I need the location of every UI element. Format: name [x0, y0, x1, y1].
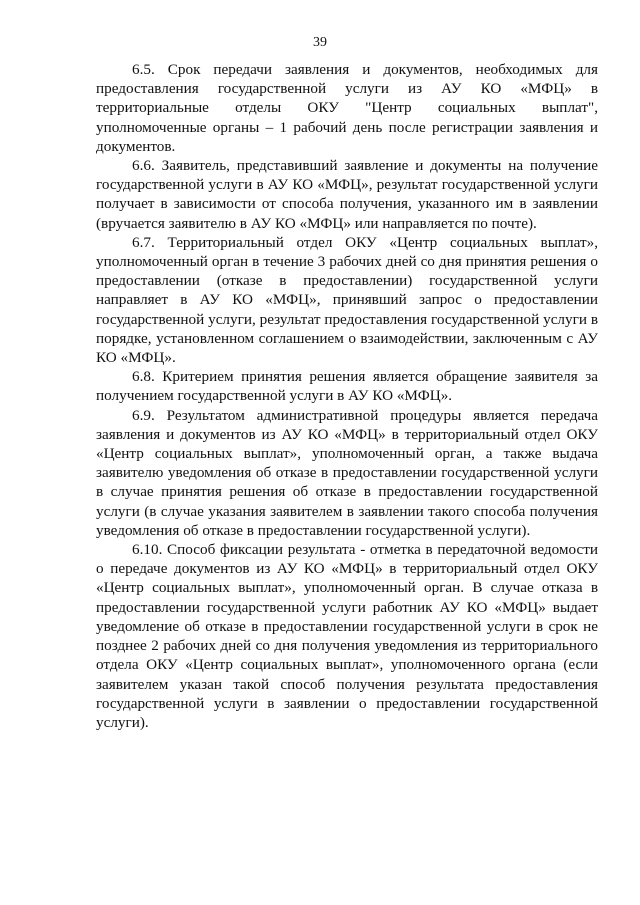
- paragraph-6-7: 6.7. Территориальный отдел ОКУ «Центр социальных выплат», уполномоченный орган в течение 3 рабочих дней со дня принятия решения о предоставлении (отказе в предоставлении) государственной услуги направляет в АУ КО «МФЦ», принявший запрос о предоставлении государственной услуги, результат предоставления государственной услуги в порядке, установленном соглашением о взаимодействии, заключенным с АУ КО «МФЦ».: [96, 233, 598, 367]
- page-number: 39: [313, 35, 327, 50]
- paragraph-6-10: 6.10. Способ фиксации результата - отметка в передаточной ведомости о передаче документов из АУ КО «МФЦ» в территориальный отдел ОКУ «Центр социальных выплат», уполномоченный орган. В случае отказа в предоставлении государственной услуги работник АУ КО «МФЦ» выдает уведомление об отказе в предоставлении государственной услуги в срок не позднее 2 рабочих дней со дня получения уведомления из территориального отдела ОКУ «Центр социальных выплат», уполномоченного органа (если заявителем указан такой способ получения результата предоставления государственной услуги в заявлении о предоставлении государственной услуги).: [96, 541, 598, 731]
- paragraph-6-9: 6.9. Результатом административной процедуры является передача заявления и документов из АУ КО «МФЦ» в территориальный отдел ОКУ «Центр социальных выплат», уполномоченный орган, а также выдача заявителю уведомления об отказе в предоставлении государственной услуги в случае принятия решения об отказе в предоставлении государственной услуги (в случае указания заявителем в заявлении такого способа получения уведомления об отказе в предоставлении государственной услуги).: [96, 406, 598, 539]
- document-body: [96, 60, 598, 732]
- paragraph-6-6: 6.6. Заявитель, представивший заявление и документы на получение государственной услуги в АУ КО «МФЦ», результат государственной услуги получает в зависимости от способа получения, указанного им в заявлении (вручается заявителю в АУ КО «МФЦ» или направляется по почте).: [96, 157, 598, 232]
- paragraph-6-8: 6.8. Критерием принятия решения является обращение заявителя за получением государственной услуги в АУ КО «МФЦ».: [96, 368, 598, 405]
- paragraph-6-5: 6.5. Срок передачи заявления и документов, необходимых для предоставления государственной услуги из АУ КО «МФЦ» в территориальные отделы ОКУ "Центр социальных выплат", уполномоченные органы – 1 рабочий день после регистрации заявления и документов.: [96, 61, 598, 155]
